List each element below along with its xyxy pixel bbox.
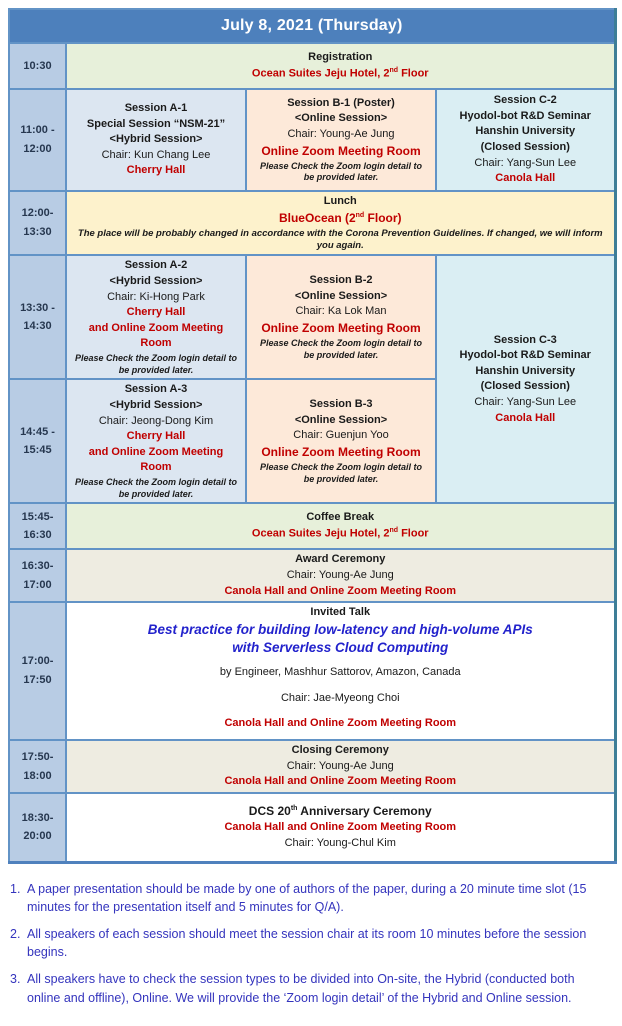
session-a2-cell <box>66 255 246 379</box>
session-a3-cell <box>66 379 246 503</box>
session-a2-chair: Chair: Ki-Hong Park <box>107 290 205 303</box>
session-b3-type: <Online Session> <box>294 413 388 426</box>
dcs-cell <box>66 793 615 863</box>
session-b3-title: Session B-3 <box>309 398 373 411</box>
slot2-row <box>9 255 615 379</box>
session-c2-hall: Canola Hall <box>495 172 556 185</box>
session-c2-seminar: Hyodol-bot R&D Seminar <box>459 109 591 122</box>
lunch-location: BlueOcean (2nd Floor) <box>278 210 402 225</box>
session-a3-hall2: and Online Zoom Meeting Room <box>88 445 224 474</box>
session-a2-note: Please Check the Zoom login detail to be provided later. <box>74 352 238 375</box>
invited-room: Canola Hall and Online Zoom Meeting Room <box>224 717 457 730</box>
session-a2-hall: Cherry Hall <box>126 306 186 319</box>
dcs-title: DCS 20th Anniversary Ceremony <box>248 804 432 819</box>
session-a1-chair: Chair: Kun Chang Lee <box>101 148 211 161</box>
closing-row <box>9 740 615 793</box>
session-b2-type: <Online Session> <box>294 289 388 302</box>
time-1200-1330: 12:00- 13:30 <box>9 191 66 255</box>
lunch-title: Lunch <box>323 195 357 207</box>
session-a2-title: Session A-2 <box>124 259 188 272</box>
superscript-nd: nd <box>389 527 399 535</box>
session-c3-seminar: Hyodol-bot R&D Seminar <box>459 349 591 362</box>
footnotes <box>10 880 612 1026</box>
session-b1-cell <box>246 89 436 191</box>
invited-title: Invited Talk <box>310 606 371 619</box>
time-1750-1800: 17:50- 18:00 <box>9 740 66 793</box>
invited-chair: Chair: Jae-Myeong Choi <box>280 691 400 704</box>
time-1100-1200: 11:00 - 12:00 <box>9 89 66 191</box>
footnote-2 <box>10 925 612 961</box>
closing-room: Canola Hall and Online Zoom Meeting Room <box>224 775 457 788</box>
lunch-note: The place will be probably changed in accordance with the Corona Prevention Guidelines. If changed, we will inform you again. <box>77 227 603 251</box>
session-b1-type: <Online Session> <box>294 112 388 125</box>
time-1545-1630: 15:45- 16:30 <box>9 503 66 549</box>
session-a1-type: <Hybrid Session> <box>109 133 203 146</box>
session-a2-type: <Hybrid Session> <box>109 274 203 287</box>
session-a3-chair: Chair: Jeong-Dong Kim <box>98 414 214 427</box>
footnote-2-number: 2. <box>10 927 21 942</box>
session-c3-chair: Chair: Yang-Sun Lee <box>474 395 577 408</box>
invited-speaker: by Engineer, Mashhur Sattorov, Amazon, Canada <box>219 666 461 679</box>
session-b2-cell <box>246 255 436 379</box>
time-1330-1430: 13:30 - 14:30 <box>9 255 66 379</box>
registration-title: Registration <box>308 51 373 64</box>
award-cell <box>66 549 615 602</box>
award-chair: Chair: Young-Ae Jung <box>286 569 394 581</box>
session-c3-university: Hanshin University <box>475 364 576 377</box>
time-1030: 10:30 <box>9 43 66 89</box>
session-b3-note: Please Check the Zoom login detail to be provided later. <box>259 462 423 484</box>
award-title: Award Ceremony <box>295 553 386 566</box>
registration-location: Ocean Suites Jeju Hotel, 2nd Floor <box>251 66 429 80</box>
lunch-row <box>9 191 615 255</box>
footnote-1-number: 1. <box>10 881 21 896</box>
registration-cell <box>66 43 615 89</box>
registration-row <box>9 43 615 89</box>
session-b3-chair: Chair: Guenjun Yoo <box>293 429 389 442</box>
lunch-cell <box>66 191 615 255</box>
session-b2-room: Online Zoom Meeting Room <box>261 321 421 336</box>
session-b1-room: Online Zoom Meeting Room <box>261 143 421 158</box>
session-c2-cell <box>436 89 615 191</box>
session-a1-title: Session A-1 <box>124 101 188 114</box>
coffee-row <box>9 503 615 549</box>
session-a2-hall2: and Online Zoom Meeting Room <box>88 321 224 350</box>
closing-chair: Chair: Young-Ae Jung <box>286 759 394 772</box>
invited-row <box>9 602 615 740</box>
session-a3-hall: Cherry Hall <box>126 430 186 443</box>
coffee-title: Coffee Break <box>306 511 375 524</box>
session-c2-chair: Chair: Yang-Sun Lee <box>474 156 577 169</box>
dcs-row <box>9 793 615 863</box>
session-a1-hall: Cherry Hall <box>126 164 186 177</box>
award-room: Canola Hall and Online Zoom Meeting Room <box>224 584 457 597</box>
session-a3-title: Session A-3 <box>124 383 188 396</box>
session-b2-title: Session B-2 <box>309 274 373 287</box>
session-c2-university: Hanshin University <box>475 125 576 138</box>
superscript-nd: nd <box>355 211 365 219</box>
footnote-3-number: 3. <box>10 972 21 987</box>
session-b1-note: Please Check the Zoom login detail to be provided later. <box>259 160 423 183</box>
footnote-2-text: All speakers of each session should meet the session chair at its room 10 minutes before the session begins. <box>27 927 587 960</box>
session-c3-title: Session C-3 <box>493 333 557 346</box>
session-b3-room: Online Zoom Meeting Room <box>261 445 421 460</box>
coffee-cell <box>66 503 615 549</box>
invited-talk-title: Best practice for building low-latency and high-volume APIs with Serverless Cloud Computing <box>147 621 533 656</box>
footnote-1 <box>10 880 612 916</box>
time-1630-1700: 16:30- 17:00 <box>9 549 66 602</box>
session-b2-chair: Chair: Ka Lok Man <box>295 305 387 318</box>
closing-title: Closing Ceremony <box>291 744 389 757</box>
date-title: July 8, 2021 (Thursday) <box>9 9 615 43</box>
closing-cell <box>66 740 615 793</box>
session-a1-cell <box>66 89 246 191</box>
footnote-3 <box>10 970 612 1006</box>
time-1700-1750: 17:00- 17:50 <box>9 602 66 740</box>
session-c3-cell <box>436 255 615 503</box>
invited-cell <box>66 602 615 740</box>
dcs-room: Canola Hall and Online Zoom Meeting Room <box>224 821 457 834</box>
coffee-location: Ocean Suites Jeju Hotel, 2nd Floor <box>251 527 429 540</box>
footnote-1-text: A paper presentation should be made by one of authors of the paper, during a 20 minute time slot (15 minutes for the presentation itself and 5 minutes for Q/A). <box>27 881 587 915</box>
award-row <box>9 549 615 602</box>
schedule-table <box>8 8 617 864</box>
session-a3-type: <Hybrid Session> <box>109 398 203 411</box>
slot1-row <box>9 89 615 191</box>
session-c2-title: Session C-2 <box>493 94 557 107</box>
session-a1-subtitle: Special Session “NSM-21” <box>86 117 226 130</box>
session-b1-title: Session B-1 (Poster) <box>287 96 395 109</box>
superscript-nd: nd <box>389 66 399 74</box>
superscript-th: th <box>290 805 298 813</box>
session-c3-closed: (Closed Session) <box>480 380 570 393</box>
header-row <box>9 9 615 43</box>
footnote-3-text: All speakers have to check the session types to be divided into On-site, the Hybrid (conducted both online and offline), Online. We will provide the ‘Zoom login detail’ of the Hybrid and Online session. <box>27 972 575 1005</box>
time-1830-2000: 18:30- 20:00 <box>9 793 66 863</box>
session-c3-hall: Canola Hall <box>495 411 556 424</box>
dcs-chair: Chair: Young-Chul Kim <box>284 836 396 849</box>
time-1445-1545: 14:45 - 15:45 <box>9 379 66 503</box>
session-a3-note: Please Check the Zoom login detail to be provided later. <box>74 477 238 499</box>
session-b3-cell <box>246 379 436 503</box>
session-b1-chair: Chair: Young-Ae Jung <box>287 128 395 141</box>
session-c2-closed: (Closed Session) <box>480 141 570 153</box>
session-b2-note: Please Check the Zoom login detail to be provided later. <box>259 338 423 360</box>
